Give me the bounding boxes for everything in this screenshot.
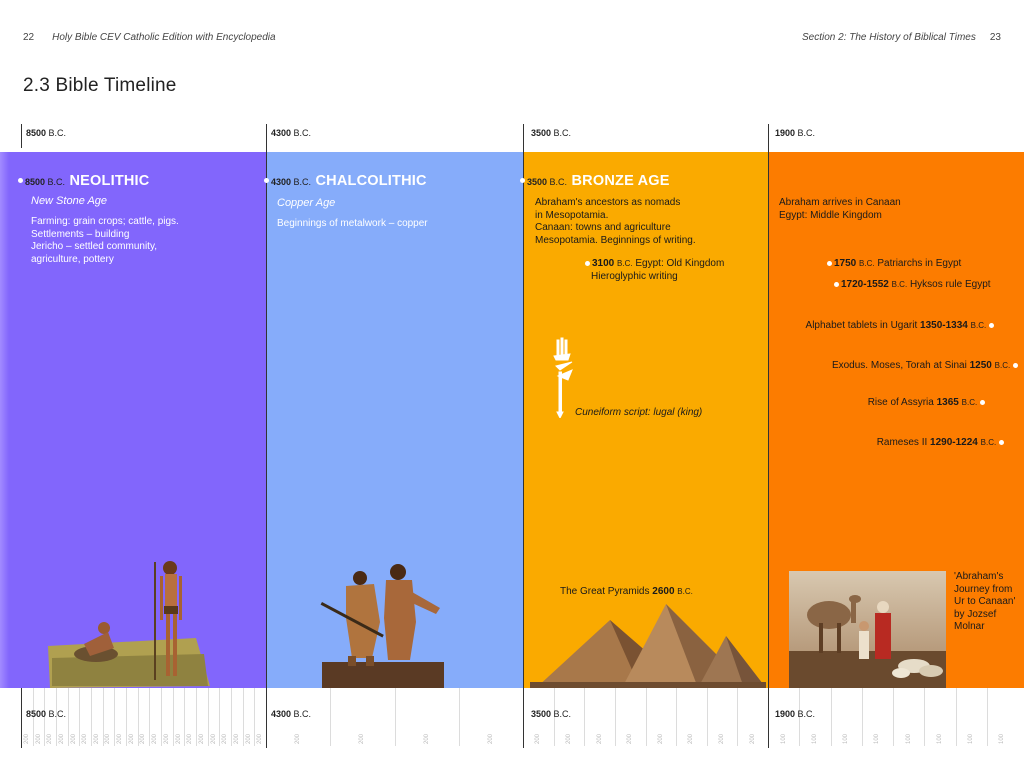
scale-tick-label: 200 <box>257 733 263 744</box>
scale-tick-label: 200 <box>234 733 240 744</box>
scale-tick-label: 200 <box>82 733 88 744</box>
scale-tick <box>862 688 863 746</box>
neolithic-subtitle: New Stone Age <box>31 195 108 207</box>
timeline-dot-icon <box>989 323 994 328</box>
scale-tick <box>138 688 139 746</box>
event-1720: 1720-1552 B.C. Hyksos rule Egypt <box>834 279 991 291</box>
timeline-dot-icon <box>834 282 839 287</box>
scale-tick <box>173 688 174 746</box>
scale-tick-label: 200 <box>488 733 494 744</box>
scale-tick-label: 200 <box>246 733 252 744</box>
scale-tick-label: 100 <box>781 733 787 744</box>
era-marker-top: 4300 B.C. <box>271 128 312 138</box>
era-marker-bottom: 1900 B.C. <box>775 709 816 719</box>
era-marker-top: 8500 B.C. <box>26 128 67 138</box>
middle-kingdom-description: Abraham arrives in Canaan Egypt: Middle Kingdom <box>779 197 901 221</box>
scale-tick-label: 200 <box>566 733 572 744</box>
timeline-dot-icon <box>585 261 590 266</box>
scale-tick-label: 200 <box>719 733 725 744</box>
event-rameses: Rameses II 1290-1224 B.C. <box>877 437 1006 449</box>
painting-caption: 'Abraham's Journey from Ur to Canaan' by Jozsef Molnar <box>954 571 1016 632</box>
scale-tick-label: 100 <box>906 733 912 744</box>
scale-tick <box>395 688 396 746</box>
scale-tick-label: 200 <box>129 733 135 744</box>
scale-tick-label: 200 <box>36 733 42 744</box>
chalcolithic-heading: 4300 B.C. CHALCOLITHIC <box>264 172 427 190</box>
scale-tick-label: 200 <box>688 733 694 744</box>
scale-tick-label: 200 <box>295 733 301 744</box>
scale-tick-label: 200 <box>597 733 603 744</box>
timeline-dot-icon <box>999 440 1004 445</box>
scale-tick <box>161 688 162 746</box>
scale-tick-label: 200 <box>627 733 633 744</box>
divider-line <box>768 124 769 748</box>
scale-tick-label: 200 <box>359 733 365 744</box>
divider-line <box>266 124 267 748</box>
scale-tick <box>114 688 115 746</box>
timeline-dot-icon <box>827 261 832 266</box>
divider-line <box>21 124 22 148</box>
scale-tick-label: 200 <box>535 733 541 744</box>
scale-tick <box>91 688 92 746</box>
scale-tick <box>330 688 331 746</box>
scale-tick-label: 200 <box>658 733 664 744</box>
scale-tick <box>243 688 244 746</box>
scale-tick <box>831 688 832 746</box>
scale-tick <box>893 688 894 746</box>
book-title: Holy Bible CEV Catholic Edition with Encyclopedia <box>52 32 276 43</box>
scale-tick-label: 200 <box>164 733 170 744</box>
event-3100: 3100 B.C. Egypt: Old Kingdom Hieroglyphic writing <box>585 258 724 283</box>
event-assyria: Rise of Assyria 1365 B.C. <box>868 397 987 409</box>
scale-tick <box>254 688 255 746</box>
scale-tick-label: 200 <box>187 733 193 744</box>
era-marker-top: 3500 B.C. <box>531 128 572 138</box>
header-left <box>23 32 276 43</box>
scale-tick <box>126 688 127 746</box>
scale-tick-label: 200 <box>152 733 158 744</box>
scale-tick-label: 200 <box>105 733 111 744</box>
scale-tick <box>646 688 647 746</box>
scale-tick <box>737 688 738 746</box>
scale-tick <box>707 688 708 746</box>
scale-tick-label: 200 <box>94 733 100 744</box>
page-title: 2.3 Bible Timeline <box>23 75 177 96</box>
era-marker-bottom: 4300 B.C. <box>271 709 312 719</box>
pyramids-caption: The Great Pyramids 2600 B.C. <box>560 586 693 597</box>
scale-tick-label: 200 <box>199 733 205 744</box>
scale-tick-label: 200 <box>47 733 53 744</box>
scale-tick-label: 100 <box>937 733 943 744</box>
page-number-left: 22 <box>23 32 35 43</box>
scale-tick <box>987 688 988 746</box>
scale-tick <box>676 688 677 746</box>
scale-tick <box>68 688 69 746</box>
scale-tick-label: 100 <box>812 733 818 744</box>
scale-tick-label: 100 <box>843 733 849 744</box>
scale-tick <box>956 688 957 746</box>
scale-tick <box>219 688 220 746</box>
scale-tick <box>79 688 80 746</box>
scale-tick-label: 200 <box>59 733 65 744</box>
scale-tick <box>184 688 185 746</box>
event-exodus: Exodus. Moses, Torah at Sinai 1250 B.C. <box>832 360 1020 372</box>
pyramids-image <box>530 600 766 688</box>
scale-tick-label: 200 <box>211 733 217 744</box>
era-marker-bottom: 3500 B.C. <box>531 709 572 719</box>
scale-tick <box>924 688 925 746</box>
scale-tick-label: 200 <box>24 733 30 744</box>
scale-tick-label: 200 <box>140 733 146 744</box>
scale-tick <box>149 688 150 746</box>
bronze-description: Abraham's ancestors as nomads in Mesopotamia. Canaan: towns and agriculture Mesopotamia. Beginnings of writing. <box>535 197 696 246</box>
scale-tick-label: 100 <box>874 733 880 744</box>
scale-tick-label: 200 <box>71 733 77 744</box>
scale-tick-label: 200 <box>750 733 756 744</box>
scale-tick <box>615 688 616 746</box>
scale-tick-label: 100 <box>968 733 974 744</box>
bronze-age-heading: 3500 B.C. BRONZE AGE <box>520 172 670 190</box>
era-marker-bottom: 8500 B.C. <box>26 709 67 719</box>
chalcolithic-metalworkers-image <box>318 562 448 688</box>
scale-tick <box>459 688 460 746</box>
event-1750: 1750 B.C. Patriarchs in Egypt <box>827 258 961 270</box>
chalcolithic-description: Beginnings of metalwork – copper <box>277 218 428 229</box>
neolithic-description: Farming: grain crops; cattle, pigs. Settlements – building Jericho – settled community, agriculture, pottery <box>31 216 179 265</box>
scale-tick-label: 200 <box>176 733 182 744</box>
timeline-dot-icon <box>18 178 23 183</box>
divider-line <box>523 124 524 748</box>
timeline-dot-icon <box>264 178 269 183</box>
timeline-dot-icon <box>520 178 525 183</box>
page-number-right: 23 <box>989 32 1001 43</box>
cuneiform-icon <box>548 336 578 418</box>
cuneiform-caption: Cuneiform script: lugal (king) <box>575 407 703 418</box>
header-right <box>802 32 1001 43</box>
scale-tick-label: 200 <box>117 733 123 744</box>
neolithic-heading: 8500 B.C. NEOLITHIC <box>18 172 149 190</box>
scale-tick-label: 200 <box>222 733 228 744</box>
scale-tick-label: 200 <box>424 733 430 744</box>
section-title: Section 2: The History of Biblical Times <box>802 32 976 43</box>
abraham-journey-painting <box>789 571 946 688</box>
scale-tick <box>584 688 585 746</box>
scale-tick <box>103 688 104 746</box>
event-ugarit: Alphabet tablets in Ugarit 1350-1334 B.C. <box>806 320 996 332</box>
timeline-dot-icon <box>980 400 985 405</box>
era-marker-top: 1900 B.C. <box>775 128 816 138</box>
scale-tick <box>231 688 232 746</box>
scale-tick-label: 100 <box>999 733 1005 744</box>
neolithic-people-image <box>46 558 216 688</box>
chalcolithic-subtitle: Copper Age <box>277 197 336 209</box>
scale-tick <box>196 688 197 746</box>
scale-tick <box>208 688 209 746</box>
timeline-dot-icon <box>1013 363 1018 368</box>
